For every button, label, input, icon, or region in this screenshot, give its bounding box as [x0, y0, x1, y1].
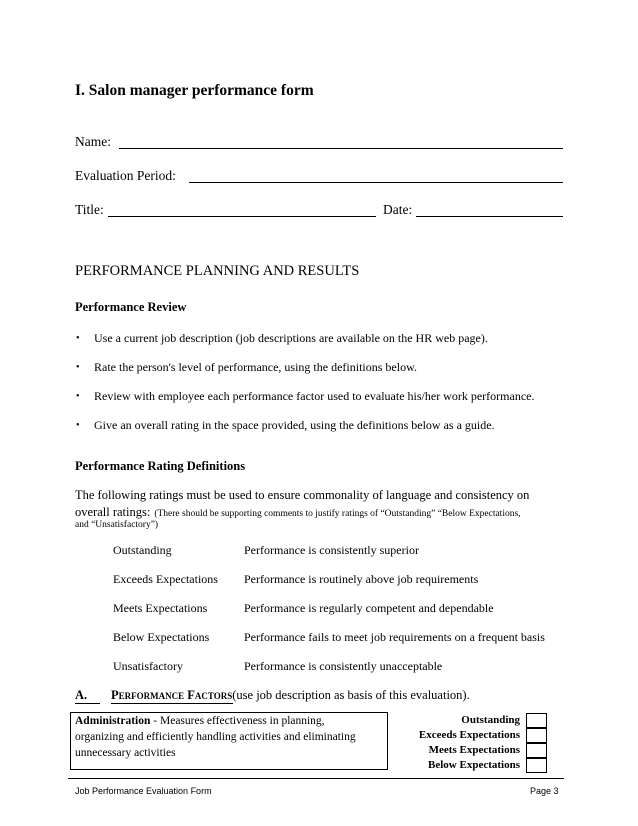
- evaluation-period-label: Evaluation Period:: [75, 168, 176, 183]
- title-field[interactable]: [108, 216, 376, 217]
- rating-definition: Performance is consistently superior: [244, 543, 419, 557]
- title-label: Title:: [75, 202, 104, 217]
- below-expectations-checkbox[interactable]: [526, 758, 547, 773]
- rating-definition: Performance is regularly competent and dependable: [244, 601, 494, 615]
- rating-name: Below Expectations: [113, 630, 210, 644]
- rating-definition: Performance is consistently unacceptable: [244, 659, 443, 673]
- administration-label: Administration: [75, 715, 151, 727]
- page-number: Page 3: [530, 786, 559, 796]
- rating-name: Outstanding: [113, 543, 172, 557]
- definitions-paragraph-line: [75, 503, 521, 521]
- administration-text: unnecessary activities: [75, 747, 176, 759]
- footer-divider: [68, 778, 564, 779]
- rating-option-label: Meets Expectations: [428, 744, 520, 756]
- performance-review-heading: Performance Review: [75, 300, 187, 314]
- rating-option-label: Below Expectations: [428, 759, 520, 771]
- exceeds-expectations-checkbox[interactable]: [526, 728, 547, 743]
- administration-text: - Measures effectiveness in planning,: [150, 715, 325, 727]
- definitions-paragraph-line: The following ratings must be used to ensure commonality of language and consistency on: [75, 488, 530, 502]
- rating-option-label: Outstanding: [461, 714, 520, 726]
- rating-option-label: Exceeds Expectations: [418, 729, 520, 741]
- rating-name: Exceeds Expectations: [113, 572, 218, 586]
- factors-title-underline: [111, 703, 233, 704]
- evaluation-period-field[interactable]: [189, 182, 563, 183]
- section-letter: A.: [75, 688, 88, 702]
- factors-note: (use job description as basis of this evaluation).: [232, 688, 470, 702]
- bullet-icon: •: [76, 333, 80, 344]
- section-letter-underline: [75, 703, 100, 704]
- performance-factors-heading: [75, 688, 470, 703]
- name-field[interactable]: [119, 148, 563, 149]
- bullet-icon: •: [76, 391, 80, 402]
- outstanding-checkbox[interactable]: [526, 713, 547, 728]
- review-bullet: Give an overall rating in the space provided, using the definitions below as a guide.: [94, 418, 495, 432]
- review-bullet: Review with employee each performance factor used to evaluate his/her work performance.: [94, 389, 535, 403]
- name-label: Name:: [75, 134, 111, 149]
- factors-title: Performance Factors: [111, 688, 233, 702]
- footer-left-text: Job Performance Evaluation Form: [75, 786, 212, 796]
- supporting-comments-note-cont: and “Unsatisfactory”): [75, 520, 159, 530]
- rating-name: Meets Expectations: [113, 601, 208, 615]
- rating-definitions-heading: Performance Rating Definitions: [75, 459, 246, 473]
- rating-definition: Performance fails to meet job requirements on a frequent basis: [244, 630, 545, 644]
- administration-text: organizing and efficiently handling activities and eliminating: [75, 731, 356, 743]
- rating-name: Unsatisfactory: [113, 659, 183, 673]
- date-field[interactable]: [416, 216, 563, 217]
- overall-ratings-text: overall ratings:: [75, 505, 151, 519]
- form-title: I. Salon manager performance form: [75, 82, 314, 99]
- review-bullet: Use a current job description (job descriptions are available on the HR web page).: [94, 331, 488, 345]
- administration-description-box: [70, 712, 388, 770]
- administration-line: [75, 714, 325, 729]
- supporting-comments-note: (There should be supporting comments to justify ratings of “Outstanding” “Below Expectations,: [154, 509, 521, 519]
- rating-definition: Performance is routinely above job requirements: [244, 572, 479, 586]
- section-heading: PERFORMANCE PLANNING AND RESULTS: [75, 263, 360, 279]
- meets-expectations-checkbox[interactable]: [526, 743, 547, 758]
- bullet-icon: •: [76, 362, 80, 373]
- review-bullet: Rate the person's level of performance, using the definitions below.: [94, 360, 417, 374]
- bullet-icon: •: [76, 420, 80, 431]
- date-label: Date:: [383, 202, 413, 217]
